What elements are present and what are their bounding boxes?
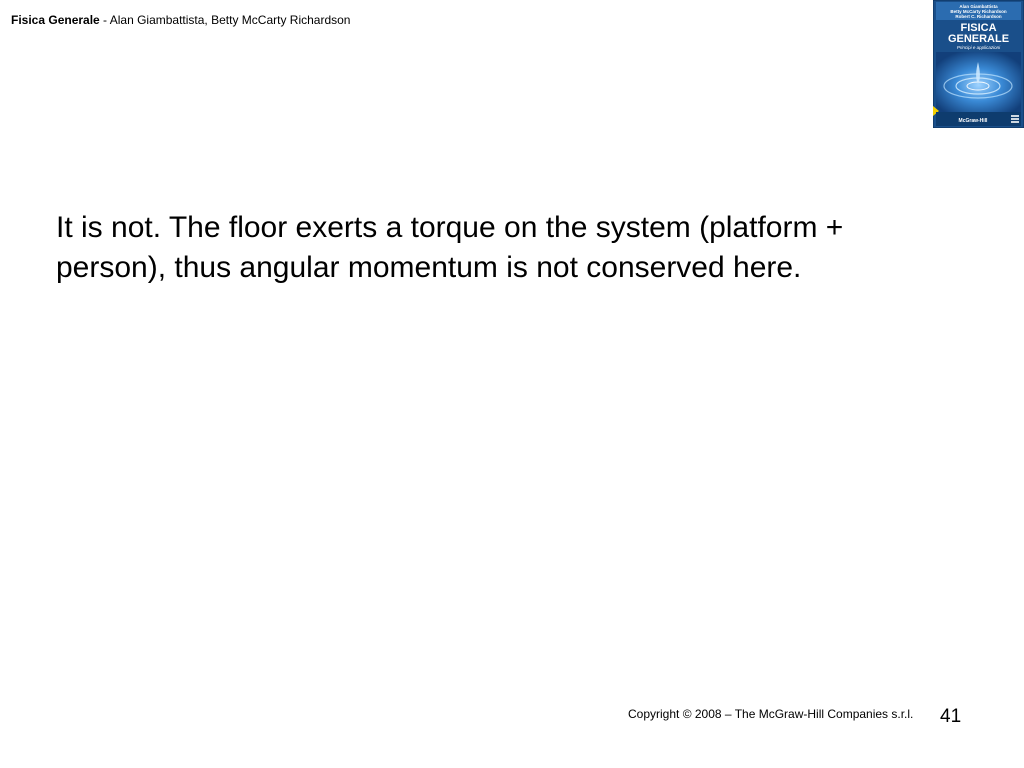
cover-publisher: McGraw-Hill xyxy=(958,118,988,124)
cover-authors-1: Alan Giambattista xyxy=(959,4,998,9)
slide-header xyxy=(11,13,350,27)
book-cover-image xyxy=(933,0,1024,128)
cover-authors-2: Betty McCarty Richardson xyxy=(950,9,1007,14)
cover-title-1: FISICA xyxy=(960,22,997,34)
book-authors: - Alan Giambattista, Betty McCarty Richardson xyxy=(99,13,351,27)
body-line-1: It is not. The floor exerts a torque on the system (platform + xyxy=(56,211,844,244)
slide-body-text xyxy=(56,208,986,288)
cover-title-2: GENERALE xyxy=(947,33,1010,45)
copyright-notice: Copyright © 2008 – The McGraw-Hill Companies s.r.l. xyxy=(628,707,914,721)
cover-subtitle: Principi e applicazioni xyxy=(956,45,1001,50)
body-line-2: person), thus angular momentum is not conserved here. xyxy=(56,251,802,284)
book-title: Fisica Generale xyxy=(11,13,100,27)
cover-authors-3: Robert C. Richardson xyxy=(955,14,1002,19)
slide-number: 41 xyxy=(940,706,962,727)
